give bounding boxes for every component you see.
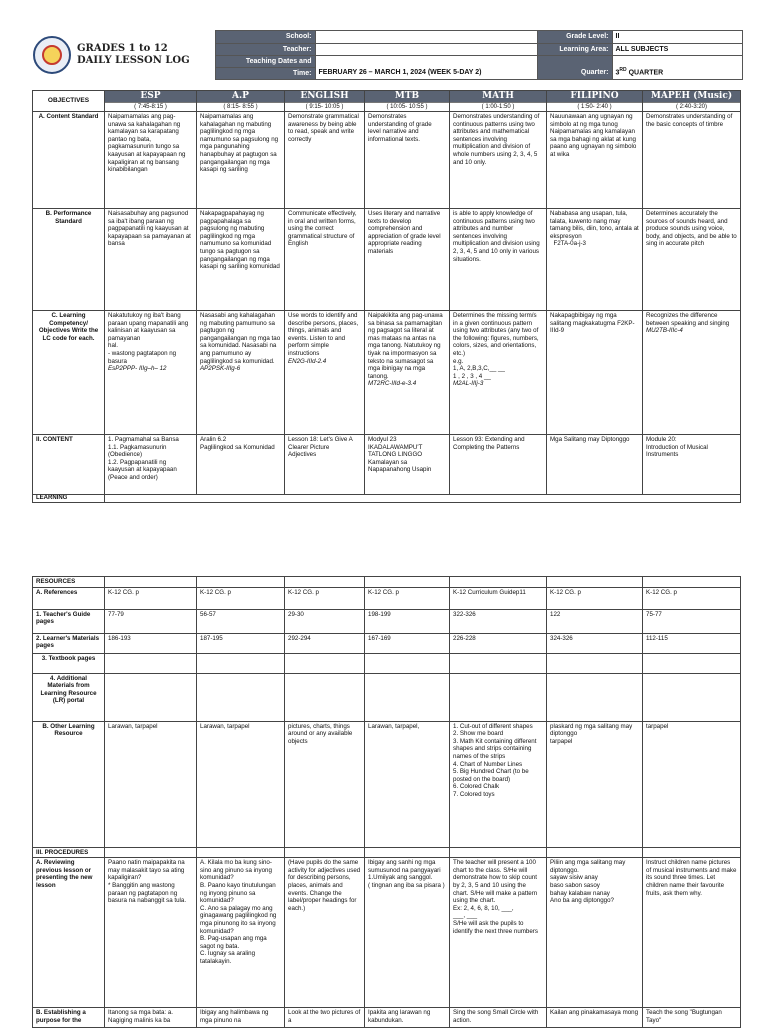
- subject-header-mtb: [365, 91, 450, 112]
- cell-empty: [547, 577, 643, 588]
- cell-filipino: Nauunawaan ang ugnayan ng simbolo at ng mga tunog Naipamamalas ang kamalayan sa mga bahagi ng aklat at kung paano ang ugnayan ng simbolo at wika: [547, 112, 643, 209]
- cell-ap: K-12 CG. p: [197, 587, 285, 609]
- cell-empty: [197, 653, 285, 673]
- row-label: A. References: [33, 587, 105, 609]
- cell-mtb: 198-199: [365, 609, 450, 633]
- quarter-suffix: RD: [619, 66, 627, 73]
- cell-empty: [365, 577, 450, 588]
- cell-text: Determines the missing term/s in a given continuous pattern using two attributes (any two of the following: figures, numbers, colors, sizes, and orientations, etc.) e.g. 1, A, 2,B,3,C,__ __ 1 , 2 , 3 , 4 __: [453, 312, 539, 380]
- lesson-table-objectives: [32, 90, 741, 503]
- lc-code: M2AL-IIIj-3: [453, 380, 484, 388]
- cell-text: Nasasabi ang kahalagahan ng mabuting pamumuno sa pagtugon ng pangangailangan ng mga tao sa komunidad. Nasasabi na ang pamumuno ay paglilingkod sa komunidad.: [200, 312, 281, 365]
- cell-mapeh: Module 20: Introduction of Musical Instruments: [643, 435, 741, 495]
- cell-mapeh: 75-77: [643, 609, 741, 633]
- cell-english: Communicate effectively, in oral and written forms, using the correct grammatical structure of English: [285, 209, 365, 311]
- table-row-references: [33, 587, 741, 609]
- brand-block: [30, 31, 215, 80]
- quarter-number: 3: [615, 69, 620, 76]
- subject-name: MATH: [450, 91, 546, 103]
- cell-empty: [197, 673, 285, 721]
- quarter-word: QUARTER: [628, 69, 664, 76]
- brand-subtitle: DAILY LESSON LOG: [77, 55, 190, 66]
- cell-ap: 56-57: [197, 609, 285, 633]
- subject-name: ENGLISH: [285, 91, 364, 103]
- cell-empty: [643, 847, 741, 858]
- lc-code: AP2PSK-IIIg-6: [200, 365, 241, 373]
- subject-header-mapeh: [643, 91, 741, 112]
- cell-english: pictures, charts, things around or any available objects: [285, 721, 365, 847]
- dates-value: FEBRUARY 26 – MARCH 1, 2024 (WEEK 5-DAY 2): [315, 56, 537, 80]
- row-label: B. Establishing a purpose for the: [33, 1008, 105, 1028]
- subject-name: MAPEH (Music): [643, 91, 740, 103]
- grade-level-label: Grade Level:: [537, 31, 612, 44]
- cell-esp: K-12 CG. p: [105, 587, 197, 609]
- cell-ap: Larawan, tarpapel: [197, 721, 285, 847]
- cell-mapeh: Instruct children name pictures of musical instruments and make its sound three times. Let children name their favourite fruits, ask them why.: [643, 858, 741, 1008]
- subject-time: ( 9:15- 10:05 ): [285, 103, 364, 111]
- lesson-table-resources: [32, 576, 741, 1028]
- cell-mtb: 167-169: [365, 633, 450, 653]
- cell-ap: Aralin 6.2 Paglilingkod sa Komunidad: [197, 435, 285, 495]
- table-row-learning: [33, 495, 741, 503]
- cell-mapeh: K-12 CG. p: [643, 587, 741, 609]
- cell-empty: [450, 577, 547, 588]
- subject-header-math: [450, 91, 547, 112]
- cell-english: Demonstrate grammatical awareness by being able to read, speak and write correctly: [285, 112, 365, 209]
- cell-filipino: K-12 CG. p: [547, 587, 643, 609]
- row-label: 1. Teacher's Guide pages: [33, 609, 105, 633]
- row-label: LEARNING: [33, 495, 105, 503]
- cell-mapeh: [643, 311, 741, 435]
- cell-math: Demonstrates understanding of continuous patterns using two attributes and mathematical sentences involving multiplication and division of whole numbers using 2, 3, 4, 5 and 10 only.: [450, 112, 547, 209]
- cell-filipino: Mga Salitang may Diptonggo: [547, 435, 643, 495]
- subject-header-english: [285, 91, 365, 112]
- cell-mtb: Ipakita ang larawan ng kabundukan.: [365, 1008, 450, 1028]
- cell-empty: [197, 577, 285, 588]
- cell-mapeh: Teach the song "Bugtungan Tayo": [643, 1008, 741, 1028]
- cell-text: Nakatutukoy ng iba't ibang paraan upang mapanatili ang kalinisan at kaayusan sa pamayanan hal. - wastong pagtatapon ng basura: [108, 312, 189, 365]
- row-label: 2. Learner's Materials pages: [33, 633, 105, 653]
- quarter-label: Quarter:: [537, 56, 612, 80]
- subject-name: ESP: [105, 91, 196, 103]
- row-label: B. Performance Standard: [33, 209, 105, 311]
- cell-ap: 187-195: [197, 633, 285, 653]
- cell-empty: [450, 847, 547, 858]
- subject-time: ( 7:45-8:15 ): [105, 103, 196, 111]
- school-value: [315, 31, 537, 44]
- table-row-reviewing: [33, 858, 741, 1008]
- cell-empty: [365, 653, 450, 673]
- deped-seal-icon: [33, 36, 71, 74]
- cell-english: (Have pupils do the same activity for adjectives used for describing persons, places, animals and events. Change the label/proper headings for each.): [285, 858, 365, 1008]
- cell-filipino: plaskard ng mga salitang may diptonggo tarpapel: [547, 721, 643, 847]
- lc-code: MU2TB-IIIc-4: [646, 327, 683, 335]
- cell-mtb: Demonstrates understanding of grade level narrative and informational texts.: [365, 112, 450, 209]
- brand-title: GRADES 1 to 12: [77, 43, 168, 54]
- cell-ap: Nakapagpapahayag ng pagpapahalaga sa pagsulong ng mabuting paglilingkod ng mga namumuno sa komunidad tungo sa pagtugon sa pangangailangan ng mga kasapi ng sariling komunidad: [197, 209, 285, 311]
- cell-english: Look at the two pictures of a: [285, 1008, 365, 1028]
- cell-empty: [105, 653, 197, 673]
- learning-area-value: ALL SUBJECTS: [612, 44, 742, 56]
- cell-english: Lesson 18: Let's Give A Clearer Picture Adjectives: [285, 435, 365, 495]
- cell-empty: [105, 847, 197, 858]
- grade-level-value: II: [612, 31, 742, 44]
- table-row-performance-standard: [33, 209, 741, 311]
- header-table: [30, 30, 743, 80]
- table-row-procedures: [33, 847, 741, 858]
- table-row-content-standard: [33, 112, 741, 209]
- cell-mapeh: 112-115: [643, 633, 741, 653]
- row-label: 4. Additional Materials from Learning Resource (LR) portal: [33, 673, 105, 721]
- dates-label-line2: Time:: [215, 68, 315, 80]
- cell-empty: [547, 847, 643, 858]
- row-label: C. Learning Competency/ Objectives Write the LC code for each.: [33, 311, 105, 435]
- cell-empty: [105, 673, 197, 721]
- cell-empty: [365, 673, 450, 721]
- table-row-resources: [33, 577, 741, 588]
- cell-filipino: Nakapagbibigay ng mga salitang magkakatugma F2KP-IIId-9: [547, 311, 643, 435]
- cell-text: Recognizes the difference between speaking and singing: [646, 312, 730, 327]
- cell-empty: [285, 653, 365, 673]
- row-label: III. PROCEDURES: [33, 847, 105, 858]
- cell-english: 292-294: [285, 633, 365, 653]
- learning-area-label: Learning Area:: [537, 44, 612, 56]
- cell-ap: A. Kilala mo ba kung sino-sino ang pinuno sa inyong komunidad? B. Paano kayo tinutulungan ng inyong pinuno sa komunidad? C. Ano sa palagay mo ang ginagawang paglilingkod ng mga pinunong ito sa inyong komunidad? B. Pag-usapan ang mga sagot ng bata. C. Iugnay sa araling tatalakayin.: [197, 858, 285, 1008]
- cell-mapeh: Demonstrates understanding of the basic concepts of timbre: [643, 112, 741, 209]
- cell-math: Sing the song Small Circle with action.: [450, 1008, 547, 1028]
- cell-empty: [643, 653, 741, 673]
- cell-ap: Ibigay ang halimbawa ng mga pinuno na: [197, 1008, 285, 1028]
- row-label: II. CONTENT: [33, 435, 105, 495]
- lc-code: EsP2PPP- IIIg–h– 12: [108, 365, 167, 373]
- cell-mapeh: Determines accurately the sources of sounds heard, and produce sounds using voice, body, and objects, and be able to sing in accurate pitch: [643, 209, 741, 311]
- subject-name: A.P: [197, 91, 284, 103]
- subject-time: ( 8:15- 8:55 ): [197, 103, 284, 111]
- row-label: 3. Textbook pages: [33, 653, 105, 673]
- cell-text: Nababasa ang usapan, tula, talata, kuwento nang may tamang bilis, diin, tono, antala at ekspresyon: [550, 210, 639, 240]
- cell-english: 29-30: [285, 609, 365, 633]
- cell-filipino: 324-326: [547, 633, 643, 653]
- cell-text: Naipakikita ang pag-unawa sa binasa sa pamamagitan ng pagsagot sa literal at mas mataas na antas na mga tanong. Natutukoy ng tiyak na impormasyon sa teksto na sumasagot sa mga ibinigay na mga tanong.: [368, 312, 443, 380]
- objectives-header: OBJECTIVES: [33, 91, 105, 112]
- quarter-value: [612, 56, 742, 80]
- subject-time: ( 1:00-1:50 ): [450, 103, 546, 111]
- cell-english: K-12 CG. p: [285, 587, 365, 609]
- cell-empty: [643, 577, 741, 588]
- cell-empty: [105, 577, 197, 588]
- cell-math: 1. Cut-out of different shapes 2. Show me board 3. Math Kit containing different shapes and strips containing names of the strips 4. Chart of Number Lines 5. Big Hundred Chart (to be posted on the board) 6. Colored Chalk 7. Colored toys: [450, 721, 547, 847]
- cell-math: [450, 311, 547, 435]
- cell-esp: 77-79: [105, 609, 197, 633]
- cell-math: K-12 Curriculum Guidep11: [450, 587, 547, 609]
- cell-esp: Paano natin maipapakita na may malasakit tayo sa ating kapaligiran? * Banggitin ang wastong paraan ng pagtatapon ng basura na nabanggit sa tula.: [105, 858, 197, 1008]
- cell-mtb: K-12 CG. p: [365, 587, 450, 609]
- table-row-textbook: [33, 653, 741, 673]
- cell-esp: [105, 311, 197, 435]
- subject-header-ap: [197, 91, 285, 112]
- dates-label-line1: Teaching Dates and: [215, 56, 315, 68]
- cell-mtb: Modyul 23 IKADALAWAMPU'T TATLONG LINGGO Kamalayan sa Napapanahong Usapin: [365, 435, 450, 495]
- teacher-label: Teacher:: [215, 44, 315, 56]
- table-row-learners-materials: [33, 633, 741, 653]
- cell-filipino: Kailan ang pinakamasaya mong: [547, 1008, 643, 1028]
- subject-name: MTB: [365, 91, 449, 103]
- cell-empty: [450, 653, 547, 673]
- cell-mtb: Ibigay ang sanhi ng mga sumusunod na pangyayari 1.Umiiyak ang sanggol. ( tingnan ang iba sa pisara ): [365, 858, 450, 1008]
- cell-empty: [547, 673, 643, 721]
- cell-math: Lesson 93: Extending and Completing the Patterns: [450, 435, 547, 495]
- cell-esp: Naisasabuhay ang pagsunod sa iba't ibang paraan ng pagpapanatili ng kaayusan at kapayapaan sa pamayanan at bansa: [105, 209, 197, 311]
- cell-empty: [197, 847, 285, 858]
- lc-code: EN2G-IIId-2.4: [288, 357, 327, 365]
- table-row-content: [33, 435, 741, 495]
- cell-esp: Itanong sa mga bata: a. Nagiging malinis ka ba: [105, 1008, 197, 1028]
- subject-name: FILIPINO: [547, 91, 642, 103]
- cell-empty: [450, 673, 547, 721]
- row-label: B. Other Learning Resource: [33, 721, 105, 847]
- cell-esp: Larawan, tarpapel: [105, 721, 197, 847]
- cell-filipino: 122: [547, 609, 643, 633]
- teacher-value: [315, 44, 537, 56]
- cell-empty: [547, 653, 643, 673]
- cell-math: is able to apply knowledge of continuous patterns using two attributes and number sentences involving multiplication and division using 2, 3, 4, 5 and 10 only in various situations.: [450, 209, 547, 311]
- cell-mtb: [365, 311, 450, 435]
- cell-math: The teacher will present a 100 chart to the class. S/He will demonstrate how to skip count by 2, 3, 5 and 10 using the chart. S/He will make a pattern using the chart. Ex: 2, 4, 6, 8, 10, ___, ___, ___ S/He will ask the pupils to identify the next three numbers: [450, 858, 547, 1008]
- cell-mtb: Uses literary and narrative texts to develop comprehension and appreciation of grade level appropriate reading materials: [365, 209, 450, 311]
- cell-esp: Naipamamalas ang pag-unawa sa kahalagahan ng kamalayan sa karapatang pantao ng bata, pagkamasunurin tungo sa kaayusan at kapayapaan ng kapaligiran at ng bansang kinabibilangan: [105, 112, 197, 209]
- cell-empty: [285, 577, 365, 588]
- cell-mapeh: tarpapel: [643, 721, 741, 847]
- lc-code: MT2RC-IIId-e-3.4: [368, 380, 417, 388]
- table-row-teachers-guide: [33, 609, 741, 633]
- row-label: A. Reviewing previous lesson or presenting the new lesson: [33, 858, 105, 1008]
- subject-header-esp: [105, 91, 197, 112]
- cell-empty: [285, 673, 365, 721]
- table-row-additional-materials: [33, 673, 741, 721]
- row-label: A. Content Standard: [33, 112, 105, 209]
- cell-empty: [285, 847, 365, 858]
- cell-esp: 186-193: [105, 633, 197, 653]
- cell-filipino: [547, 209, 643, 311]
- cell-math: 226-228: [450, 633, 547, 653]
- cell-ap: Naipamamalas ang kahalagahan ng mabuting paglilingkod ng mga namumuno sa pagsulong ng mga pangunahing hanapbuhay at pagtugon sa pangangailangan ng mga kasapi ng sariling: [197, 112, 285, 209]
- cell-filipino: Piliin ang mga salitang may diptonggo. sayaw sisiw anay baso sabon sasoy bahay kalabaw nanay Ano ba ang diptonggo?: [547, 858, 643, 1008]
- table-row-establishing: [33, 1008, 741, 1028]
- cell-empty: [365, 847, 450, 858]
- school-label: School:: [215, 31, 315, 44]
- lc-code: F2TA-0a-j-3: [553, 240, 587, 248]
- cell-math: 322-326: [450, 609, 547, 633]
- cell-english: [285, 311, 365, 435]
- subject-time: ( 10:05- 10:55 ): [365, 103, 449, 111]
- subject-time: ( 1:50- 2:40 ): [547, 103, 642, 111]
- subject-header-filipino: [547, 91, 643, 112]
- cell-esp: 1. Pagmamahal sa Bansa 1.1. Pagkamasunurin (Obedience) 1.2. Pagpapanatili ng kaayusan at kapayapaan (Peace and order): [105, 435, 197, 495]
- row-label: RESOURCES: [33, 577, 105, 588]
- cell-text: Use words to identify and describe persons, places, things, animals and events. Listen to and perform simple instructions: [288, 312, 359, 357]
- table-row-competency: [33, 311, 741, 435]
- cell-ap: [197, 311, 285, 435]
- table-row-other-resources: [33, 721, 741, 847]
- cell-mtb: Larawan, tarpapel,: [365, 721, 450, 847]
- subject-time: ( 2:40-3:20): [643, 103, 740, 111]
- cell-empty: [105, 495, 741, 503]
- cell-empty: [643, 673, 741, 721]
